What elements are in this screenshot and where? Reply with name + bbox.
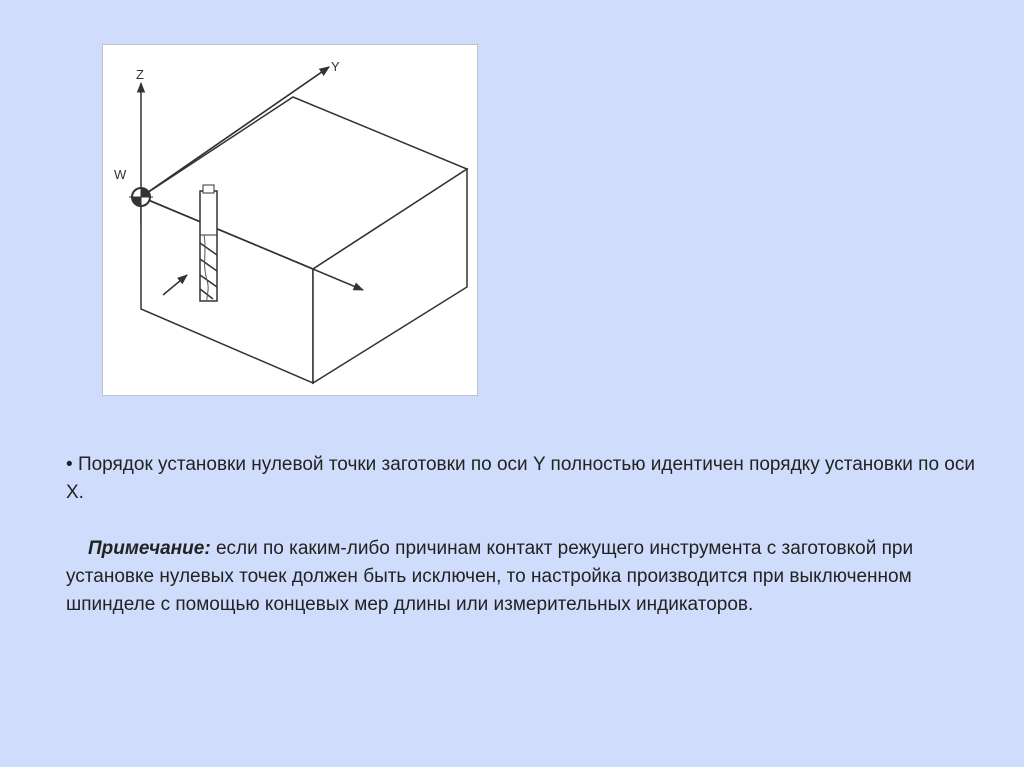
w-origin-label: W — [114, 167, 127, 182]
bullet-paragraph — [66, 451, 986, 507]
slide-text — [66, 451, 986, 619]
workpiece-diagram — [103, 45, 479, 397]
paragraph-text: Порядок установки нулевой точки заготовки по оси Y полностью идентичен порядку установки по оси X. — [66, 454, 975, 503]
y-axis-label: Y — [331, 59, 340, 74]
bullet-mark: • — [66, 454, 73, 475]
z-axis-label: Z — [136, 67, 144, 82]
note-label: Примечание: — [88, 538, 211, 559]
note-paragraph — [66, 535, 986, 619]
workpiece-figure — [102, 44, 478, 396]
note-text: если по каким-либо причинам контакт режущего инструмента с заготовкой при установке нулевых точек должен быть исключен, то настройка производится при выключенном шпинделе с помощью концевых мер длины или измерительных индикаторов. — [66, 538, 914, 615]
end-mill-icon — [200, 185, 217, 301]
